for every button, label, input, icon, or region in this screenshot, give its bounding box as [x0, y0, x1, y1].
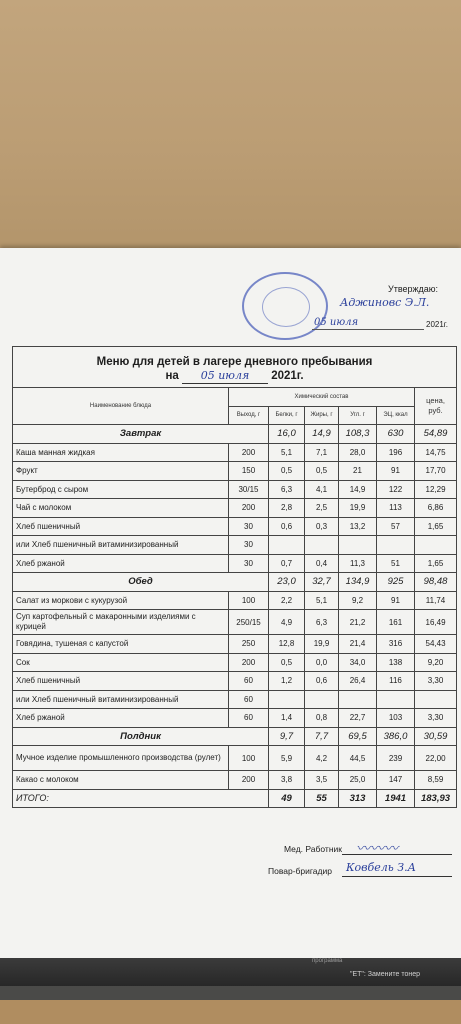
dish-value: 30 [229, 517, 269, 536]
section-total-value: 14,9 [305, 425, 339, 444]
dish-value: 2,5 [305, 499, 339, 518]
cook-signature: Ковбель З.А [346, 861, 416, 874]
total-label: ИТОГО: [13, 789, 269, 808]
dish-value: 19,9 [305, 635, 339, 654]
header-carbs: Угл. г [339, 406, 377, 425]
dish-value: 54,43 [415, 635, 457, 654]
dish-value [269, 690, 305, 709]
dish-value: 147 [377, 771, 415, 790]
dish-value: 161 [377, 610, 415, 635]
section-total-value: 32,7 [305, 573, 339, 592]
table-title [13, 347, 457, 388]
dish-value: 11,74 [415, 591, 457, 610]
section-total-value: 630 [377, 425, 415, 444]
total-row [13, 789, 457, 808]
section-title: Полдник [13, 727, 269, 746]
dish-value: 60 [229, 672, 269, 691]
dish-value: 196 [377, 443, 415, 462]
dish-value: 28,0 [339, 443, 377, 462]
dish-value: 3,8 [269, 771, 305, 790]
dish-value: 1,4 [269, 709, 305, 728]
section-total-value: 9,7 [269, 727, 305, 746]
section-row [13, 573, 457, 592]
dish-value: 250 [229, 635, 269, 654]
dish-value: 100 [229, 746, 269, 771]
dish-value: 5,1 [269, 443, 305, 462]
dish-name: Бутерброд с сыром [13, 480, 229, 499]
table-row [13, 536, 457, 555]
table-row [13, 672, 457, 691]
dish-name: Хлеб ржаной [13, 709, 229, 728]
header-protein: Белки, г [269, 406, 305, 425]
printer-program: программа [312, 958, 343, 964]
dish-value: 0,5 [269, 653, 305, 672]
dish-value: 30/15 [229, 480, 269, 499]
approval-line [312, 329, 424, 330]
dish-name: или Хлеб пшеничный витаминизированный [13, 536, 229, 555]
table-row [13, 653, 457, 672]
total-value: 183,93 [415, 789, 457, 808]
dish-value: 4,1 [305, 480, 339, 499]
dish-value: 26,4 [339, 672, 377, 691]
header-chem: Химический состав [229, 388, 415, 407]
printer-strip [0, 986, 461, 1000]
dish-value [339, 536, 377, 555]
floor [0, 1000, 461, 1024]
approval-date: 05 июля [314, 317, 359, 328]
approval-signature: Аджиновс Э.Л. [340, 296, 430, 309]
section-total-value: 7,7 [305, 727, 339, 746]
dish-value: 22,7 [339, 709, 377, 728]
title-date: 05 июля [182, 369, 268, 384]
dish-value [377, 536, 415, 555]
approval-year: 2021г. [426, 320, 448, 329]
menu-table [12, 346, 457, 808]
medic-label: Мед. Работник [284, 844, 342, 854]
table-row [13, 610, 457, 635]
table-row [13, 635, 457, 654]
section-row [13, 727, 457, 746]
dish-value: 34,0 [339, 653, 377, 672]
total-value: 313 [339, 789, 377, 808]
dish-value: 103 [377, 709, 415, 728]
dish-value [269, 536, 305, 555]
dish-name: Какао с молоком [13, 771, 229, 790]
dish-name: Суп картофельный с макаронными изделиями с курицей [13, 610, 229, 635]
table-row [13, 480, 457, 499]
dish-value: 2,2 [269, 591, 305, 610]
header-energy: ЭЦ, ккал [377, 406, 415, 425]
dish-value: 91 [377, 462, 415, 481]
section-total-value: 54,89 [415, 425, 457, 444]
dish-value: 116 [377, 672, 415, 691]
section-total-value: 30,59 [415, 727, 457, 746]
header-output: Выход, г [229, 406, 269, 425]
dish-value: 4,9 [269, 610, 305, 635]
dish-value: 19,9 [339, 499, 377, 518]
dish-value: 4,2 [305, 746, 339, 771]
dish-value: 21,4 [339, 635, 377, 654]
dish-value: 239 [377, 746, 415, 771]
dish-value: 12,29 [415, 480, 457, 499]
dish-value: 122 [377, 480, 415, 499]
dish-value: 0,8 [305, 709, 339, 728]
section-total-value: 16,0 [269, 425, 305, 444]
dish-name: Каша манная жидкая [13, 443, 229, 462]
dish-value: 30 [229, 554, 269, 573]
table-row [13, 746, 457, 771]
dish-name: Говядина, тушеная с капустой [13, 635, 229, 654]
dish-value: 51 [377, 554, 415, 573]
dish-value: 200 [229, 771, 269, 790]
section-total-value: 23,0 [269, 573, 305, 592]
header-name: Наименование блюда [13, 388, 229, 425]
dish-value: 9,2 [339, 591, 377, 610]
dish-value: 17,70 [415, 462, 457, 481]
dish-value: 21,2 [339, 610, 377, 635]
header-price: цена, руб. [415, 388, 457, 425]
dish-name: Хлеб пшеничный [13, 517, 229, 536]
dish-value: 0,6 [305, 672, 339, 691]
table-row [13, 554, 457, 573]
dish-value [415, 690, 457, 709]
section-title: Завтрак [13, 425, 269, 444]
section-row [13, 425, 457, 444]
dish-value: 9,20 [415, 653, 457, 672]
table-row [13, 462, 457, 481]
dish-value: 150 [229, 462, 269, 481]
dish-value: 13,2 [339, 517, 377, 536]
dish-value: 7,1 [305, 443, 339, 462]
dish-value: 1,2 [269, 672, 305, 691]
dish-value: 44,5 [339, 746, 377, 771]
dish-value: 25,0 [339, 771, 377, 790]
dish-value: 138 [377, 653, 415, 672]
title-prefix: на [165, 369, 179, 382]
dish-value: 57 [377, 517, 415, 536]
cook-label: Повар-бригадир [268, 866, 332, 876]
section-total-value: 386,0 [377, 727, 415, 746]
total-value: 55 [305, 789, 339, 808]
dish-name: или Хлеб пшеничный витаминизированный [13, 690, 229, 709]
dish-value: 14,75 [415, 443, 457, 462]
total-value: 1941 [377, 789, 415, 808]
approval-label: Утверждаю: [388, 284, 439, 294]
table-row [13, 690, 457, 709]
dish-value: 21 [339, 462, 377, 481]
dish-value: 2,8 [269, 499, 305, 518]
dish-name: Хлеб пшеничный [13, 672, 229, 691]
dish-value: 250/15 [229, 610, 269, 635]
dish-value [305, 690, 339, 709]
header-fat: Жиры, г [305, 406, 339, 425]
dish-value: 8,59 [415, 771, 457, 790]
background-wall [0, 0, 461, 250]
title-line1: Меню для детей в лагере дневного пребывания [96, 355, 373, 368]
title-year: 2021г. [271, 369, 304, 382]
dish-value: 14,9 [339, 480, 377, 499]
dish-value: 113 [377, 499, 415, 518]
printer-message: "ET": Замените тонер [350, 971, 421, 978]
dish-value: 0,7 [269, 554, 305, 573]
dish-value [415, 536, 457, 555]
dish-value: 22,00 [415, 746, 457, 771]
dish-value [377, 690, 415, 709]
table-row [13, 443, 457, 462]
dish-value: 30 [229, 536, 269, 555]
dish-value: 3,30 [415, 709, 457, 728]
dish-value [305, 536, 339, 555]
total-value: 49 [269, 789, 305, 808]
dish-name: Фрукт [13, 462, 229, 481]
dish-value: 6,86 [415, 499, 457, 518]
dish-value: 0,4 [305, 554, 339, 573]
dish-value [339, 690, 377, 709]
dish-value: 12,8 [269, 635, 305, 654]
dish-value: 3,5 [305, 771, 339, 790]
dish-value: 0,0 [305, 653, 339, 672]
dish-value: 1,65 [415, 554, 457, 573]
dish-value: 11,3 [339, 554, 377, 573]
dish-value: 0,5 [305, 462, 339, 481]
dish-value: 1,65 [415, 517, 457, 536]
dish-value: 16,49 [415, 610, 457, 635]
table-row [13, 499, 457, 518]
dish-value: 60 [229, 709, 269, 728]
table-row [13, 517, 457, 536]
section-total-value: 98,48 [415, 573, 457, 592]
dish-value: 200 [229, 499, 269, 518]
dish-value: 5,1 [305, 591, 339, 610]
section-title: Обед [13, 573, 269, 592]
dish-value: 0,6 [269, 517, 305, 536]
dish-value: 100 [229, 591, 269, 610]
dish-value: 316 [377, 635, 415, 654]
section-total-value: 925 [377, 573, 415, 592]
table-row [13, 709, 457, 728]
dish-value: 200 [229, 653, 269, 672]
section-total-value: 134,9 [339, 573, 377, 592]
dish-value: 0,5 [269, 462, 305, 481]
dish-name: Сок [13, 653, 229, 672]
dish-value: 3,30 [415, 672, 457, 691]
medic-signature: 〰〰〰 [356, 841, 398, 857]
dish-value: 91 [377, 591, 415, 610]
official-stamp-center [262, 287, 310, 327]
table-row [13, 771, 457, 790]
dish-name: Мучное изделие промышленного производства (рулет) [13, 746, 229, 771]
section-total-value: 108,3 [339, 425, 377, 444]
dish-value: 6,3 [305, 610, 339, 635]
dish-value: 5,9 [269, 746, 305, 771]
dish-value: 0,3 [305, 517, 339, 536]
dish-value: 200 [229, 443, 269, 462]
table-row [13, 591, 457, 610]
dish-name: Салат из моркови с кукурузой [13, 591, 229, 610]
dish-name: Хлеб ржаной [13, 554, 229, 573]
dish-value: 6,3 [269, 480, 305, 499]
dish-name: Чай с молоком [13, 499, 229, 518]
cook-line [342, 876, 452, 877]
section-total-value: 69,5 [339, 727, 377, 746]
dish-value: 60 [229, 690, 269, 709]
title-line2 [16, 369, 453, 384]
